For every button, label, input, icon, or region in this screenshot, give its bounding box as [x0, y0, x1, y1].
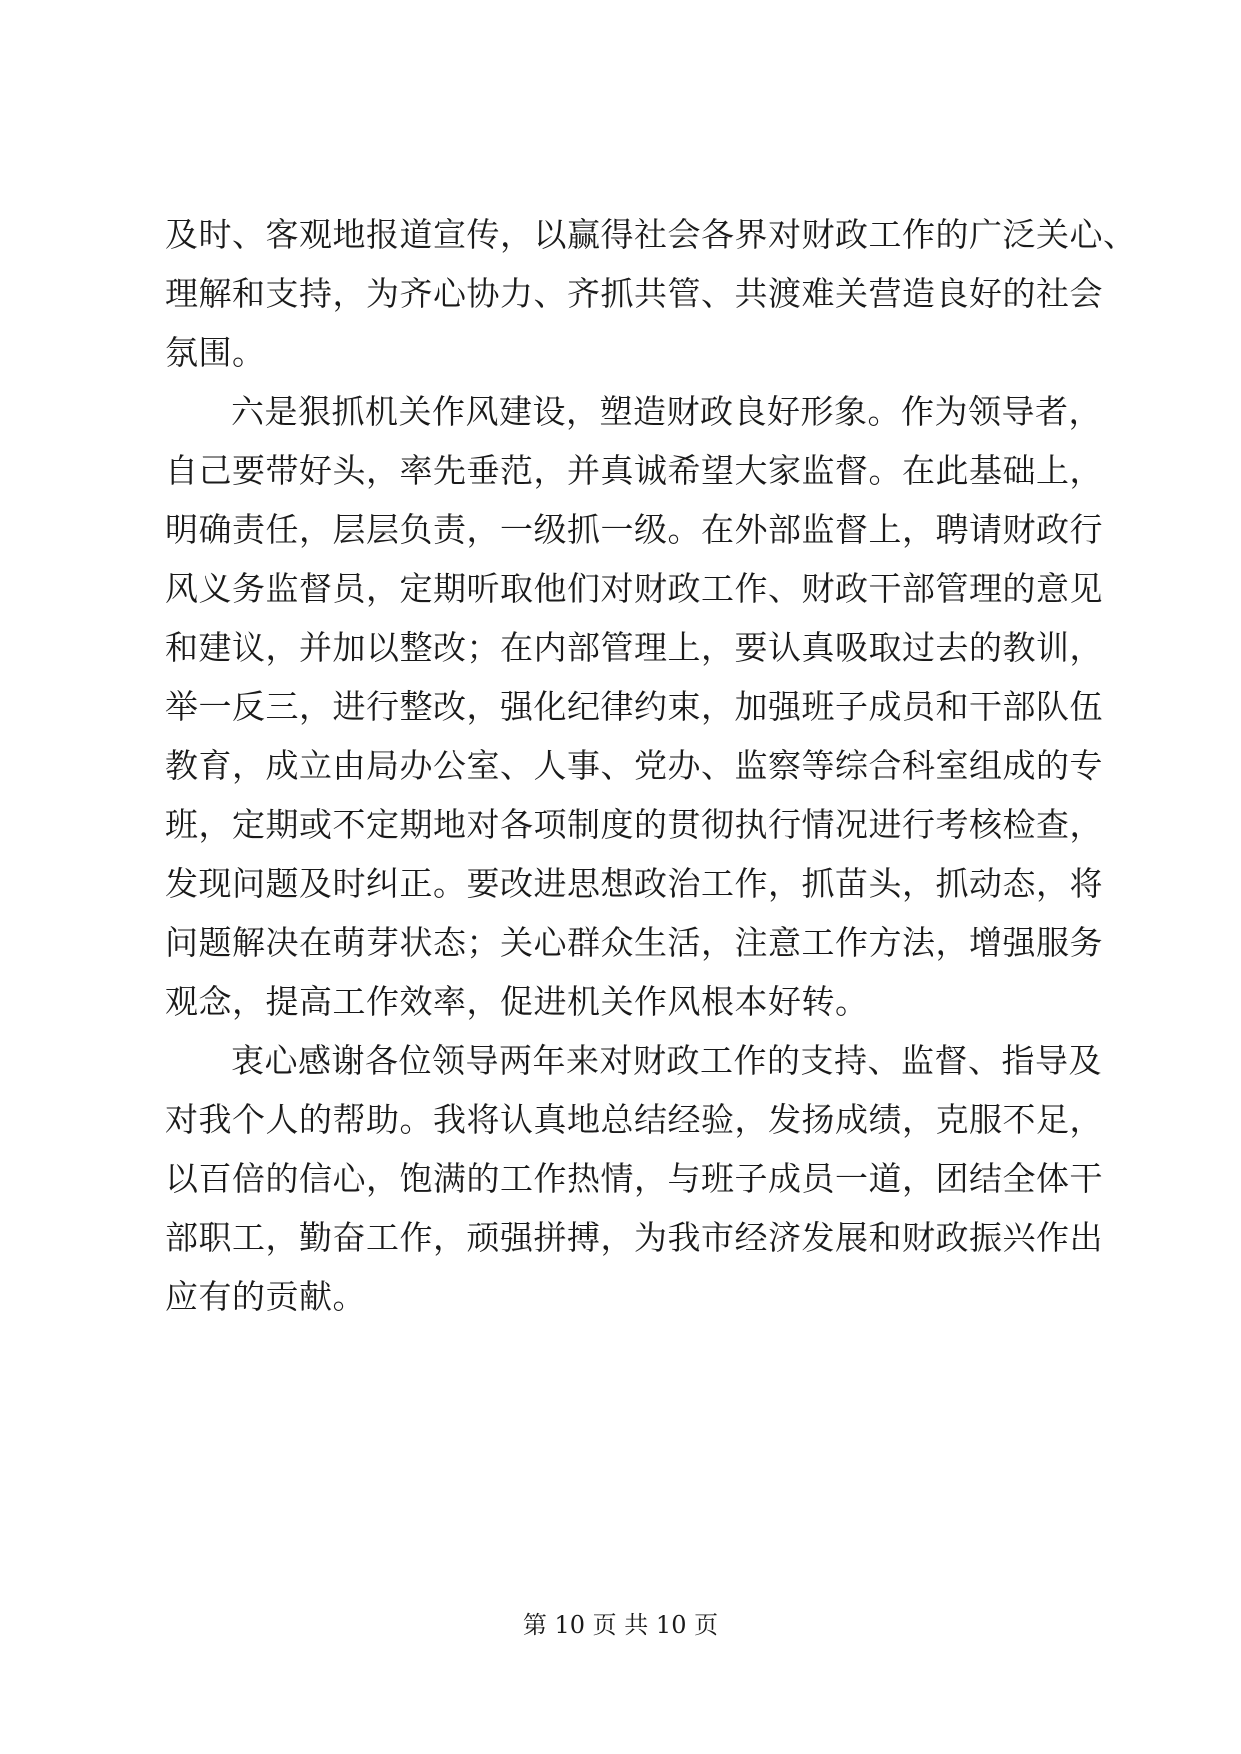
paragraph-1-line-3: 氛围。 — [165, 333, 266, 372]
paragraph-1-line-2: 理解和支持，为齐心协力、齐抓共管、共渡难关营造良好的社会 — [165, 274, 1103, 313]
paragraph-3-line-5: 应有的贡献。 — [165, 1277, 366, 1316]
paragraph-3-line-4: 部职工，勤奋工作，顽强拼搏，为我市经济发展和财政振兴作出 — [165, 1218, 1103, 1257]
paragraph-3-line-3: 以百倍的信心，饱满的工作热情，与班子成员一道，团结全体干 — [165, 1159, 1103, 1198]
page-number-footer: 第 10 页 共 10 页 — [522, 1611, 719, 1639]
paragraph-2-line-1: 六是狠抓机关作风建设，塑造财政良好形象。作为领导者， — [231, 392, 1102, 431]
paragraph-2-line-9: 发现问题及时纠正。要改进思想政治工作，抓苗头，抓动态，将 — [165, 864, 1103, 903]
paragraph-3-line-1: 衷心感谢各位领导两年来对财政工作的支持、监督、指导及 — [231, 1041, 1102, 1080]
paragraph-2-line-11: 观念，提高工作效率，促进机关作风根本好转。 — [165, 982, 869, 1021]
paragraph-2-line-3: 明确责任，层层负责，一级抓一级。在外部监督上，聘请财政行 — [165, 510, 1103, 549]
paragraph-3-line-2: 对我个人的帮助。我将认真地总结经验，发扬成绩，克服不足， — [165, 1100, 1103, 1139]
document-body — [165, 205, 1137, 1326]
paragraph-1-line-1: 及时、客观地报道宣传，以赢得社会各界对财政工作的广泛关心、 — [165, 215, 1137, 254]
paragraph-2-line-10: 问题解决在萌芽状态；关心群众生活，注意工作方法，增强服务 — [165, 923, 1103, 962]
paragraph-2-line-7: 教育，成立由局办公室、人事、党办、监察等综合科室组成的专 — [165, 746, 1103, 785]
paragraph-2-line-4: 风义务监督员，定期听取他们对财政工作、财政干部管理的意见 — [165, 569, 1103, 608]
paragraph-2-line-2: 自己要带好头，率先垂范，并真诚希望大家监督。在此基础上， — [165, 451, 1103, 490]
paragraph-2-line-8: 班，定期或不定期地对各项制度的贯彻执行情况进行考核检查， — [165, 805, 1103, 844]
paragraph-2-line-6: 举一反三，进行整改，强化纪律约束，加强班子成员和干部队伍 — [165, 687, 1103, 726]
paragraph-2-line-5: 和建议，并加以整改；在内部管理上，要认真吸取过去的教训， — [165, 628, 1103, 667]
